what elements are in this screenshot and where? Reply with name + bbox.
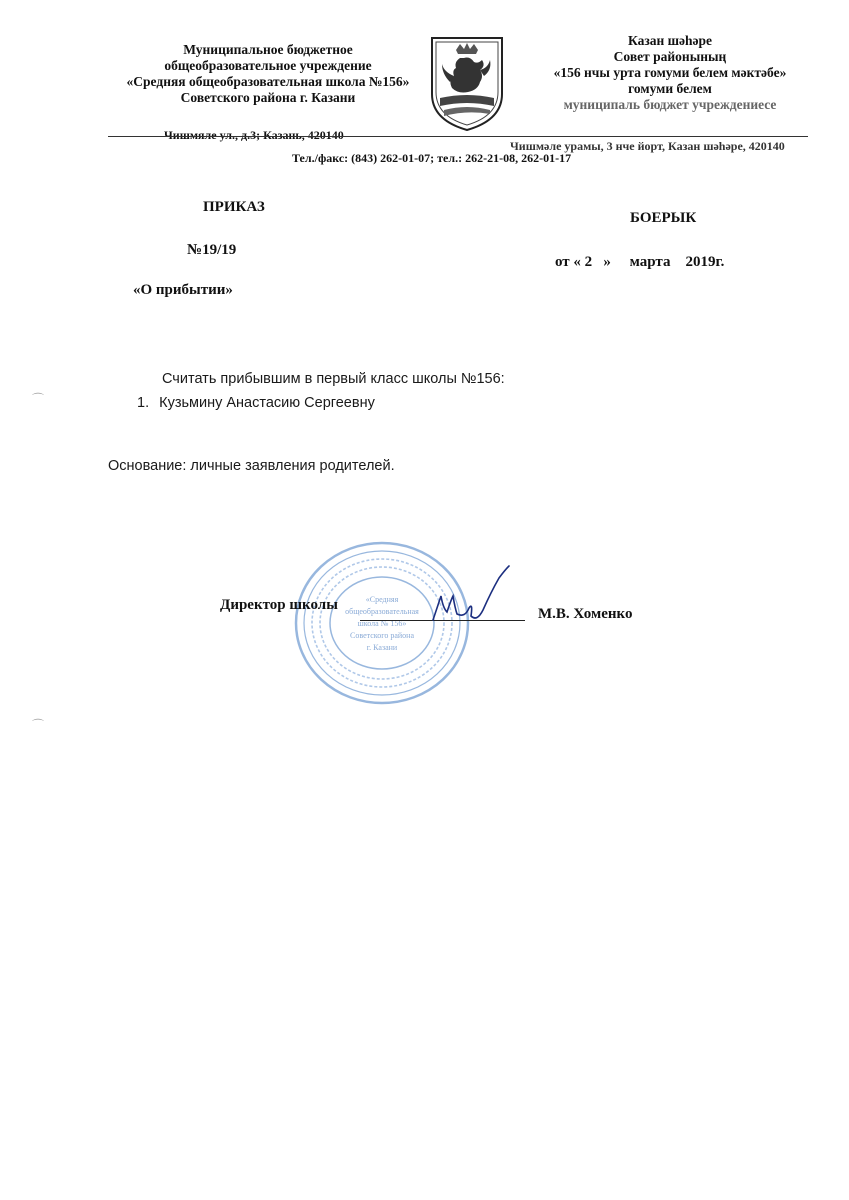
intro-text: Считать прибывшим в первый класс школы №156: [162,371,505,387]
list-item [137,395,375,411]
handwritten-signature [425,562,515,632]
scan-mark: ⌒ [32,392,45,406]
stamp-line: «Средняя [365,595,399,604]
header-left [108,42,428,106]
header-left-line: «Средняя общеобразовательная школа №156» [126,74,410,89]
basis-text: Основание: личные заявления родителей. [108,458,395,474]
stamp-line: общеобразовательная [345,607,419,616]
header-right-line: муниципаль бюджет учреждениесе [563,97,777,112]
header-right [520,33,820,113]
signature-position: Директор школы [220,597,338,613]
signature-name: М.В. Хоменко [538,606,633,622]
order-date: от « 2 » марта 2019г. [555,254,725,270]
phones: Тел./факс: (843) 262-01-07; тел.: 262-21-08, 262-01-17 [292,151,572,165]
header-right-line: «156 нчы урта гомуми белем мәктәбе» [553,65,787,80]
order-subject: «О прибытии» [133,282,233,298]
scan-mark: ⌒ [32,718,45,732]
list-item-number: 1. [137,395,150,411]
list-item-text: Кузьмину Анастасию Сергеевну [159,395,375,411]
header-left-line: Муниципальное бюджетное [183,42,353,57]
order-title-ru: ПРИКАЗ [203,199,265,215]
stamp-line: Советского района [350,631,414,640]
address-left: Чишмяле ул., д.3; Казань, 420140 [164,128,344,142]
header-left-line: Советского района г. Казани [180,90,356,105]
header-right-line: Казан шәһәре [627,33,713,48]
kazan-coat-of-arms-icon [430,36,504,132]
address-right: Чишмәле урамы, 3 нче йорт, Казан шәһәре, 420140 [510,139,785,153]
header-left-line: общеобразовательное учреждение [164,58,372,73]
header-divider [108,136,808,137]
header-right-line: гомуми белем [628,81,712,96]
header-right-line: Совет районының [613,49,727,64]
order-number: №19/19 [187,242,237,258]
stamp-line: школа № 156» [357,619,407,628]
stamp-line: г. Казани [366,643,398,652]
order-title-tt: БОЕРЫК [630,210,697,226]
